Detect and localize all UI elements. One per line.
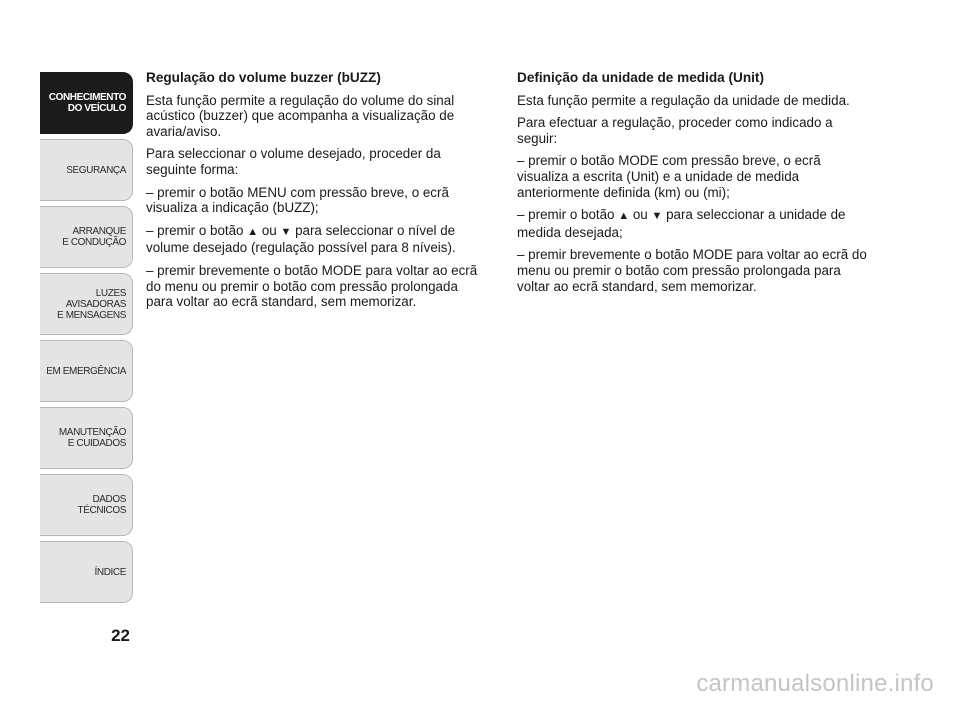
buzzer-volume-section — [146, 70, 486, 317]
tab-conhecimento-do-veiculo[interactable] — [40, 72, 133, 134]
arrow-down-icon: ▼ — [280, 225, 292, 238]
arrow-up-icon: ▲ — [618, 210, 630, 223]
tab-indice[interactable] — [40, 541, 133, 603]
text: ou — [258, 222, 281, 238]
page-number: 22 — [111, 626, 130, 645]
section-heading: Regulação do volume buzzer (bUZZ) — [146, 70, 381, 85]
paragraph: – premir brevemente o botão MODE para voltar ao ecrã do menu ou premir o botão com pressão prolongada para voltar ao ecrã standard, sem memorizar. — [517, 247, 867, 294]
text: para seleccionar o nível de volume desejado (regulação possível para 8 níveis). — [146, 222, 456, 256]
tab-label: MANUTENÇÃO E CUIDADOS — [58, 427, 126, 449]
paragraph: – premir brevemente o botão MODE para voltar ao ecrã do menu ou premir o botão com pressão prolongada para voltar ao ecrã standard, sem memorizar. — [146, 262, 478, 310]
paragraph: Esta função permite a regulação da unidade de medida. — [517, 92, 850, 108]
paragraph: Esta função permite a regulação do volume do sinal acústico (buzzer) que acompanha a visualização de avaria/aviso. — [146, 92, 455, 139]
watermark: carmanualsonline.info — [696, 670, 934, 697]
tab-em-emergencia[interactable] — [40, 340, 133, 402]
text: – premir o botão — [517, 207, 619, 223]
tab-label: CONHECIMENTO DO VEÍCULO — [48, 92, 126, 114]
tab-label: EM EMERGÊNCIA — [46, 365, 126, 377]
paragraph — [146, 223, 486, 256]
paragraph: – premir o botão MODE com pressão breve, o ecrã visualiza a escrita (Unit) e a unidade de medida anteriormente definida (km) ou (mi); — [517, 153, 821, 200]
paragraph: Para seleccionar o volume desejado, proceder da seguinte forma: — [146, 146, 441, 177]
tab-label: LUZES AVISADORAS E MENSAGENS — [57, 287, 126, 321]
tab-seguranca[interactable] — [40, 139, 133, 201]
unit-setting-section — [517, 70, 867, 301]
tab-label: SEGURANÇA — [66, 164, 126, 176]
tab-label: ARRANQUE E CONDUÇÃO — [62, 226, 126, 248]
arrow-up-icon: ▲ — [247, 225, 259, 238]
tab-dados-tecnicos[interactable] — [40, 474, 133, 536]
paragraph: – premir o botão MENU com pressão breve, o ecrã visualiza a indicação (bUZZ); — [146, 184, 449, 216]
paragraph — [517, 207, 867, 240]
text: para seleccionar a unidade de medida desejada; — [517, 207, 846, 240]
tab-manutencao-e-cuidados[interactable] — [40, 407, 133, 469]
section-heading: Definição da unidade de medida (Unit) — [517, 70, 764, 85]
tab-luzes-avisadoras[interactable] — [40, 273, 133, 335]
text: ou — [629, 207, 652, 223]
tab-arranque-e-conducao[interactable] — [40, 206, 133, 268]
paragraph: Para efectuar a regulação, proceder como indicado a seguir: — [517, 115, 833, 146]
section-sidebar — [40, 72, 133, 608]
arrow-down-icon: ▼ — [651, 210, 663, 223]
tab-label: DADOS TÉCNICOS — [77, 494, 126, 516]
tab-label: ÍNDICE — [94, 566, 126, 578]
text: – premir o botão — [146, 222, 248, 238]
